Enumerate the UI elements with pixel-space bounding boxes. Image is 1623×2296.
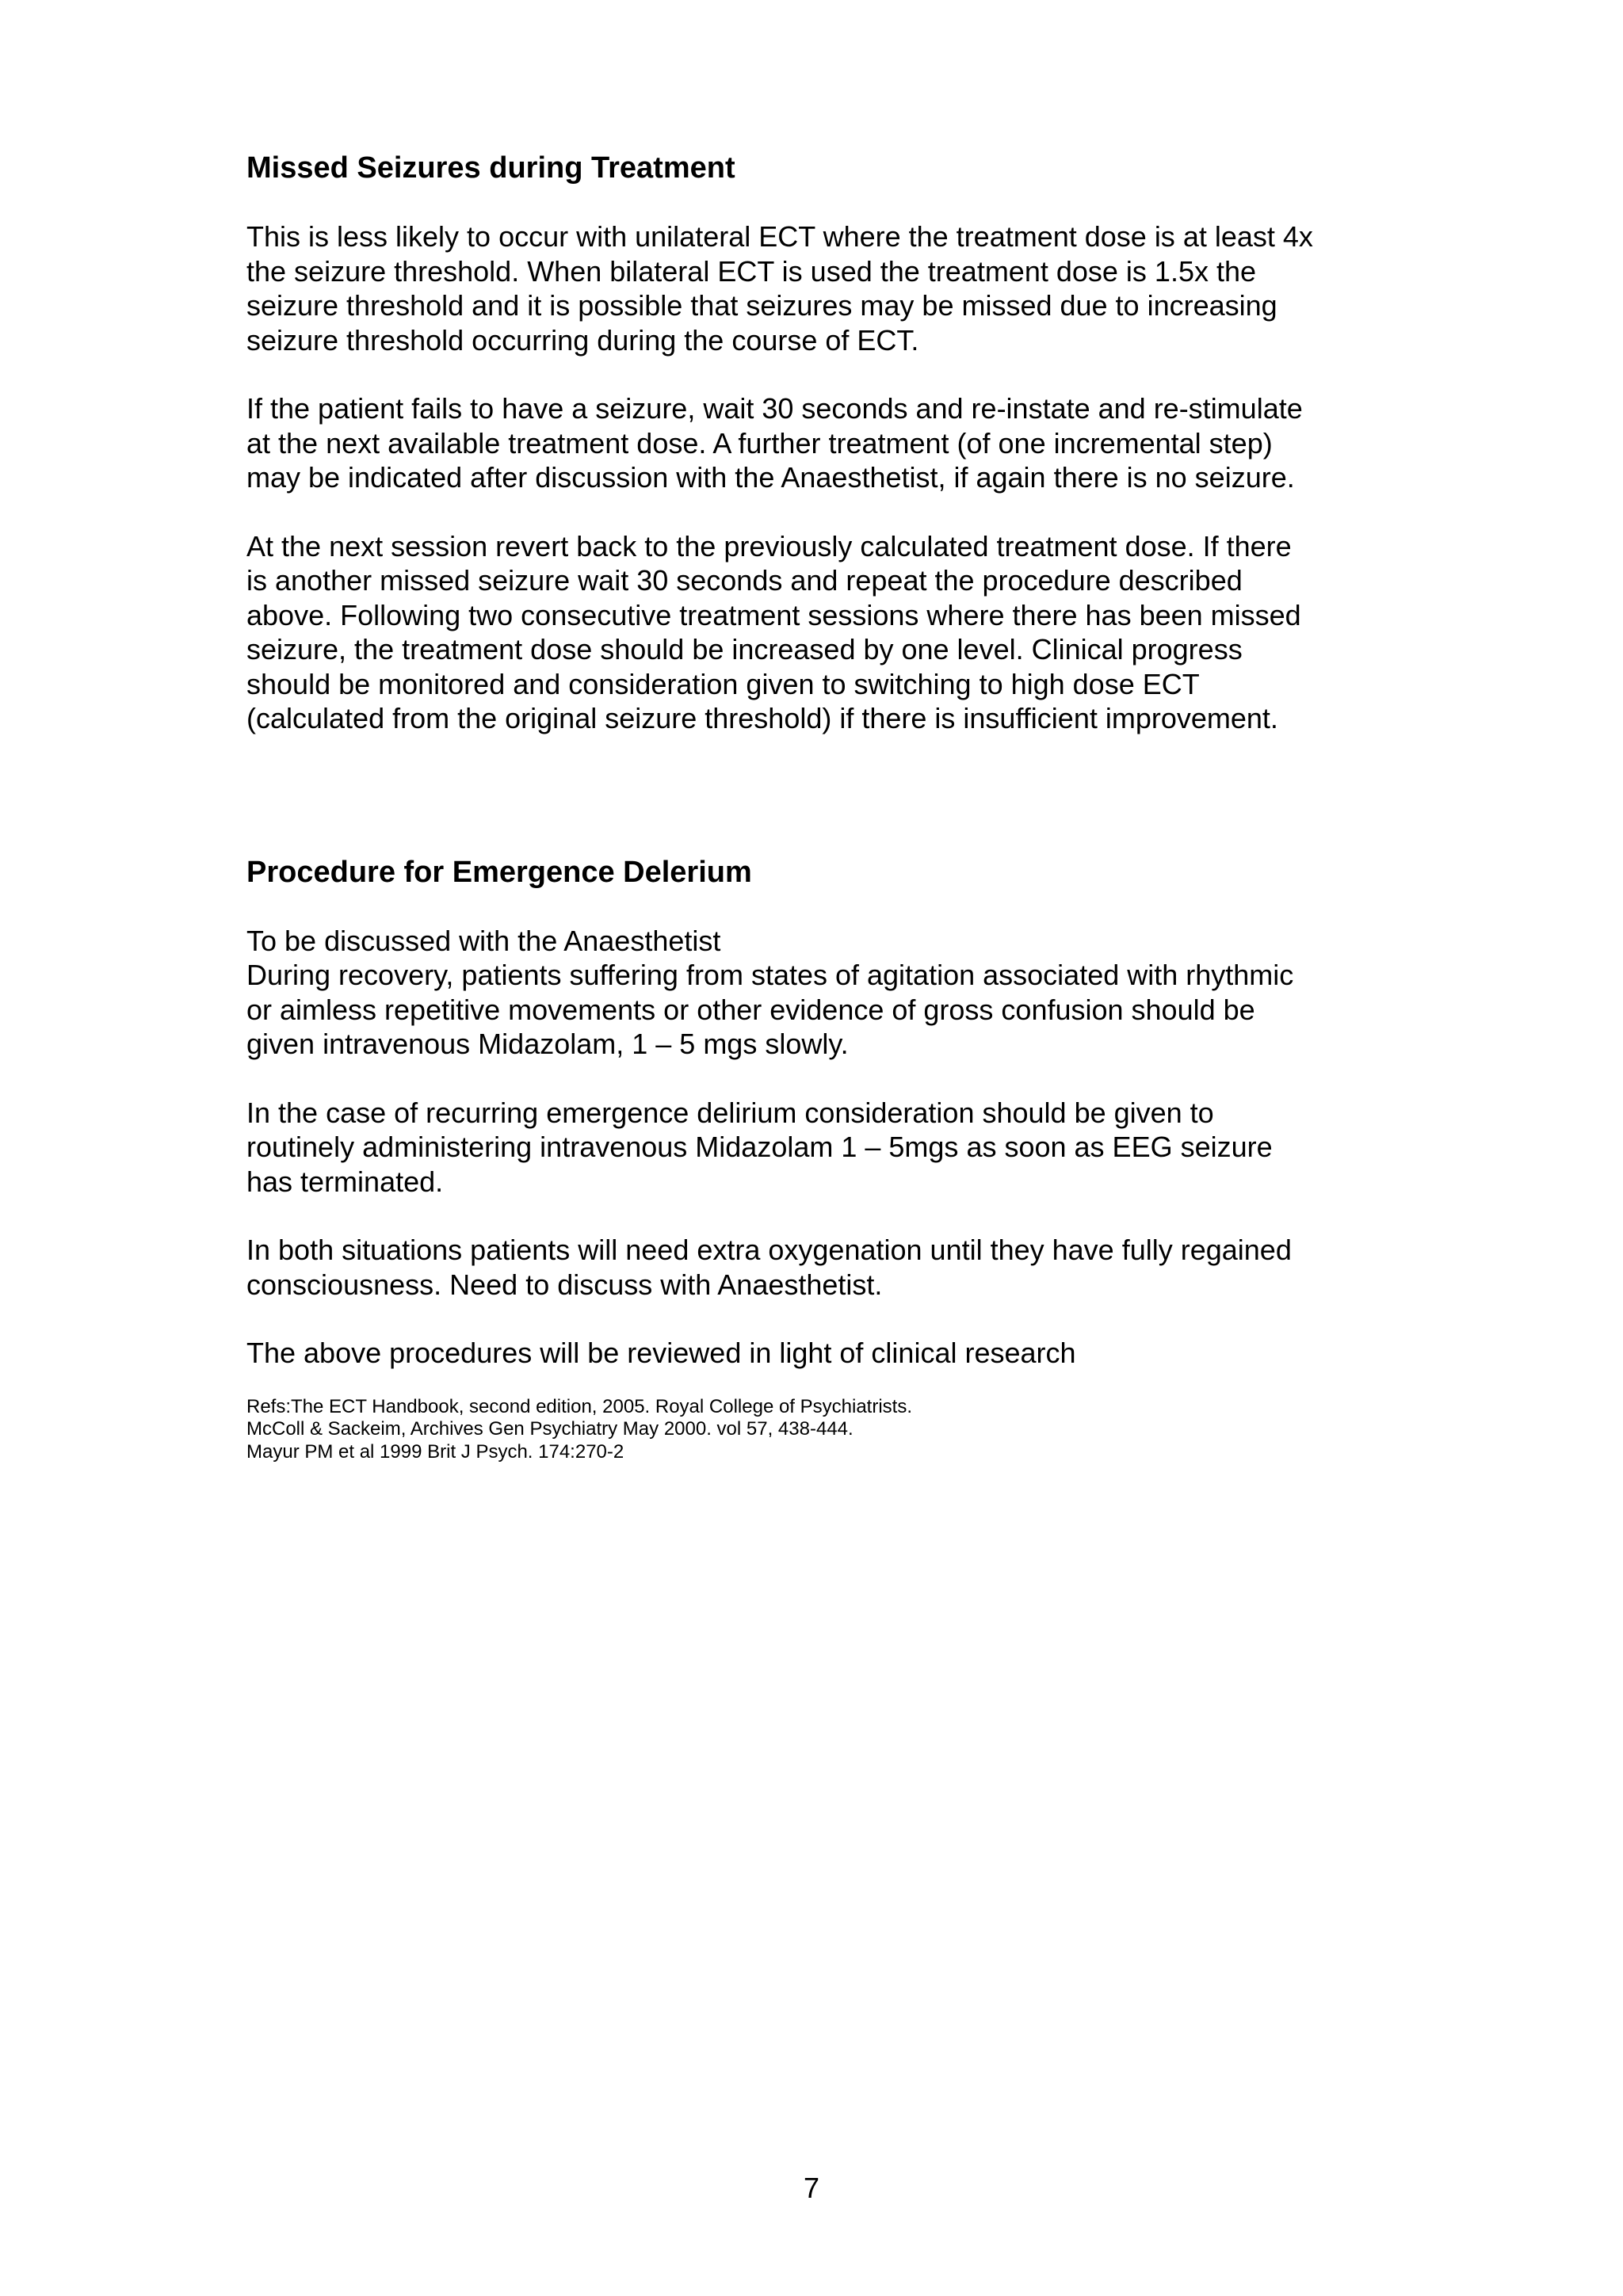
reference-item: Mayur PM et al 1999 Brit J Psych. 174:270-2 [246, 1440, 624, 1463]
paragraph-emergence-1: To be discussed with the Anaesthetist During recovery, patients suffering from states of agitation associated with rhythmic or aimless repetitive movements or other evidence of gross confusion should be given intravenous Midazolam, 1 – 5 mgs slowly. [246, 924, 1294, 1060]
references [246, 1396, 1388, 1464]
reference-item: McColl & Sackeim, Archives Gen Psychiatry May 2000. vol 57, 438-444. [246, 1418, 854, 1440]
paragraph-emergence-4: The above procedures will be reviewed in light of clinical research [246, 1337, 1076, 1369]
paragraph-emergence-3: In both situations patients will need extra oxygenation until they have fully regained consciousness. Need to discuss with Anaesthetist. [246, 1234, 1292, 1301]
reference-item: Refs:The ECT Handbook, second edition, 2005. Royal College of Psychiatrists. [246, 1395, 912, 1417]
page-number: 7 [803, 2172, 820, 2204]
paragraph-missed-seizures-3: At the next session revert back to the previously calculated treatment dose. If there is another missed seizure wait 30 seconds and repeat the procedure described above. Following two consecutive treatment sessions where there has been missed seizure, the treatment dose should be increased by one level. Clinical progress should be monitored and consideration given to switching to high dose ECT (calculated from the original seizure threshold) if there is insufficient improvement. [246, 529, 1301, 734]
paragraph-missed-seizures-1: This is less likely to occur with unilateral ECT where the treatment dose is at least 4x the seizure threshold. When bilateral ECT is used the treatment dose is 1.5x the seizure threshold and it is possible that seizures may be missed due to increasing seizure threshold occurring during the course of ECT. [246, 220, 1313, 357]
page-content [246, 151, 1388, 1463]
paragraph-missed-seizures-2: If the patient fails to have a seizure, wait 30 seconds and re-instate and re-stimulate at the next available treatment dose. A further treatment (of one incremental step) may be indicated after discussion with the Anaesthetist, if again there is no seizure. [246, 392, 1303, 494]
section-heading-missed-seizures: Missed Seizures during Treatment [246, 151, 735, 185]
section-heading-emergence-delerium: Procedure for Emergence Delerium [246, 855, 752, 889]
paragraph-emergence-2: In the case of recurring emergence delirium consideration should be given to routinely administering intravenous Midazolam 1 – 5mgs as soon as EEG seizure has terminated. [246, 1096, 1273, 1198]
